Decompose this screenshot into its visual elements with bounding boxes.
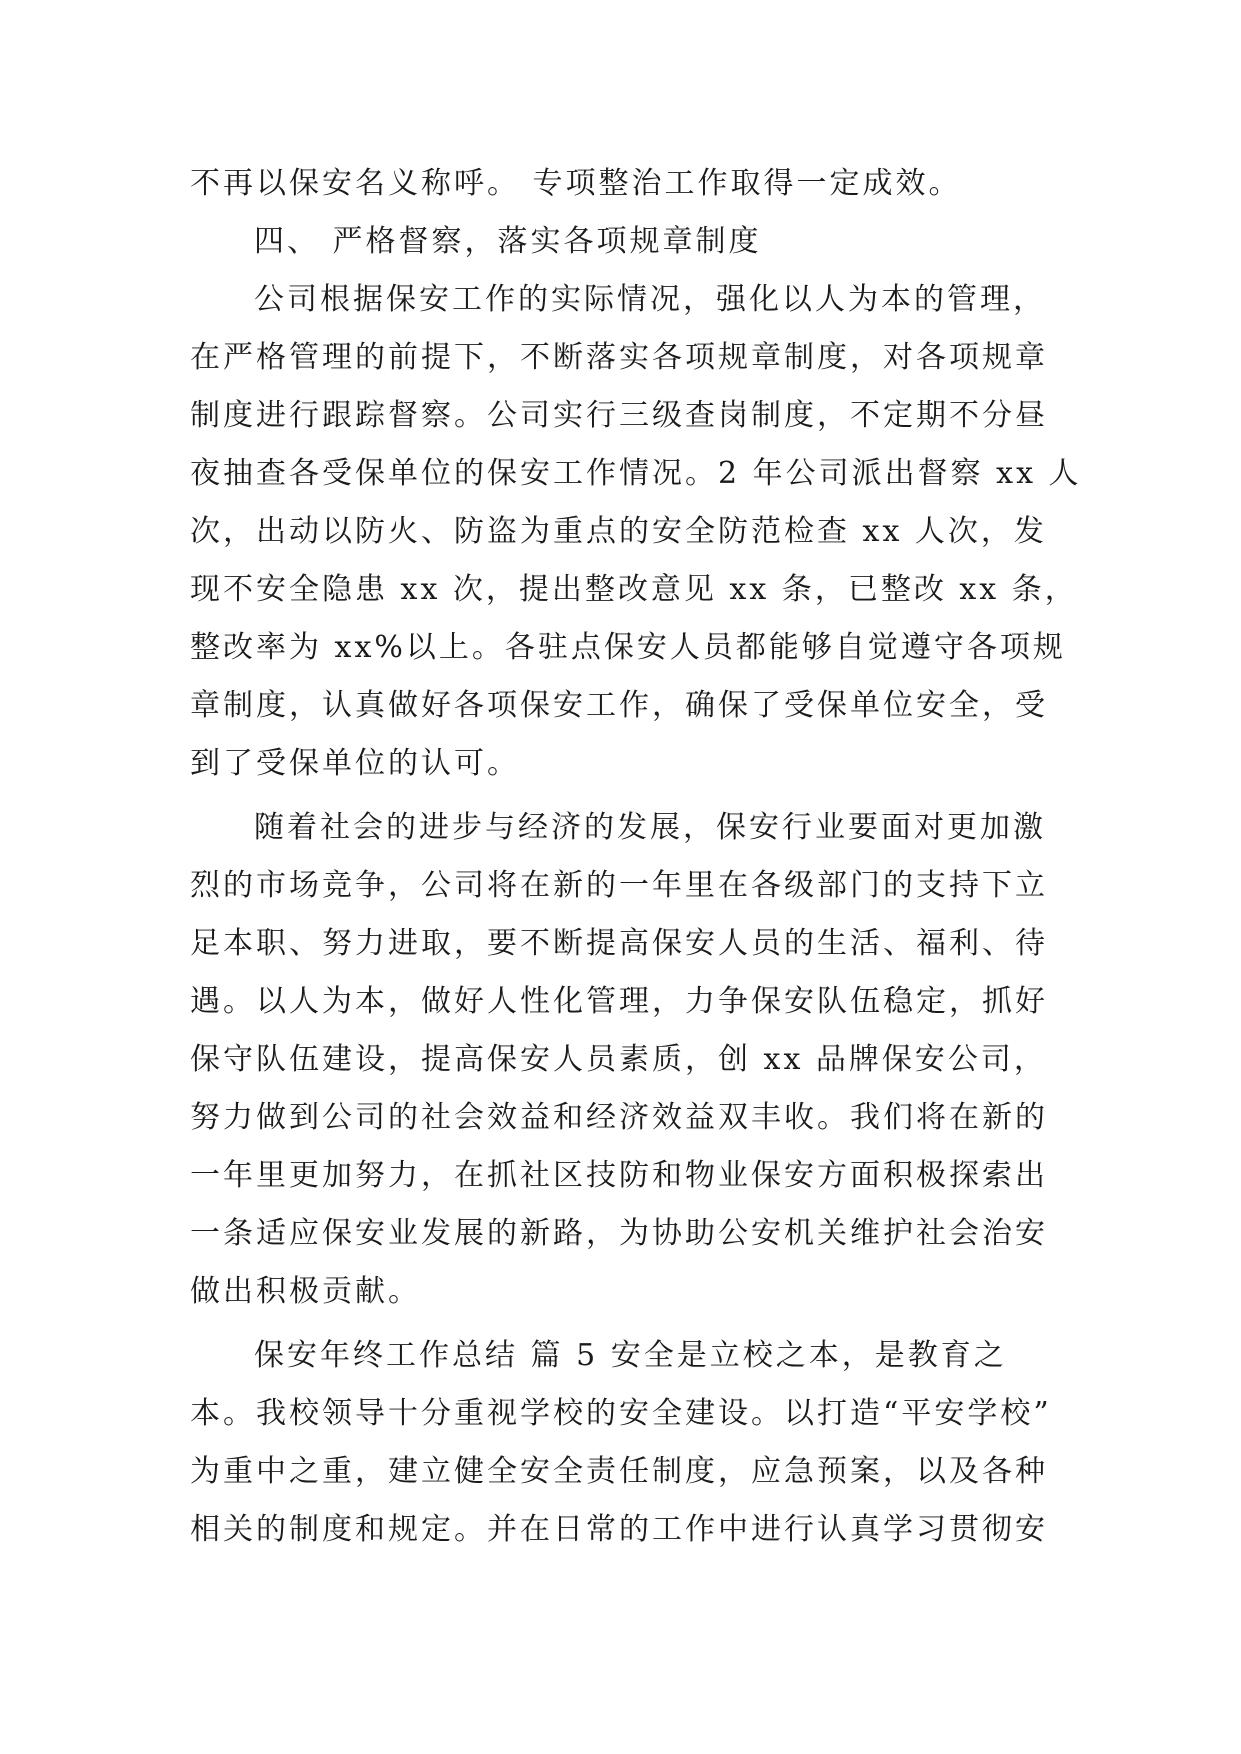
text-line: 本。我校领导十分重视学校的安全建设。以打造“平安学校”	[190, 1396, 1052, 1431]
text-line: 章制度，认真做好各项保安工作，确保了受保单位安全，受	[190, 688, 1048, 723]
text-line: 保守队伍建设，提高保安人员素质，创 xx 品牌保安公司，	[190, 1042, 1047, 1077]
text-line: 相关的制度和规定。并在日常的工作中进行认真学习贯彻安	[190, 1512, 1048, 1547]
text-line: 努力做到公司的社会效益和经济效益双丰收。我们将在新的	[190, 1100, 1048, 1135]
text-line: 次，出动以防火、防盗为重点的安全防范检查 xx 人次，发	[190, 514, 1047, 549]
text-line: 到了受保单位的认可。	[190, 746, 520, 781]
text-line: 制度进行跟踪督察。公司实行三级查岗制度，不定期不分昼	[190, 398, 1048, 433]
text-line: 足本职、努力进取，要不断提高保安人员的生活、福利、待	[190, 926, 1048, 961]
text-line: 保安年终工作总结 篇 5 安全是立校之本，是教育之	[254, 1338, 1007, 1373]
section-heading: 四、 严格督察，落实各项规章制度	[254, 224, 762, 259]
text-line: 为重中之重，建立健全安全责任制度，应急预案，以及各种	[190, 1454, 1048, 1489]
text-line: 夜抽查各受保单位的保安工作情况。2 年公司派出督察 xx 人	[190, 456, 1082, 491]
text-line: 烈的市场竞争，公司将在新的一年里在各级部门的支持下立	[190, 868, 1048, 903]
text-line: 随着社会的进步与经济的发展，保安行业要面对更加激	[254, 810, 1046, 845]
text-line: 公司根据保安工作的实际情况，强化以人为本的管理，	[254, 282, 1046, 317]
text-line: 遇。以人为本，做好人性化管理，力争保安队伍稳定，抓好	[190, 984, 1048, 1019]
text-line: 在严格管理的前提下，不断落实各项规章制度，对各项规章	[190, 340, 1048, 375]
text-line: 一条适应保安业发展的新路，为协助公安机关维护社会治安	[190, 1216, 1048, 1251]
text-line: 整改率为 xx%以上。各驻点保安人员都能够自觉遵守各项规	[190, 630, 1066, 665]
document-body	[190, 155, 1082, 1559]
text-line: 现不安全隐患 xx 次，提出整改意见 xx 条，已整改 xx 条，	[190, 572, 1078, 607]
text-line: 做出积极贡献。	[190, 1274, 421, 1309]
text-line: 不再以保安名义称呼。 专项整治工作取得一定成效。	[190, 166, 962, 201]
text-line: 一年里更加努力，在抓社区技防和物业保安方面积极探索出	[190, 1158, 1048, 1193]
